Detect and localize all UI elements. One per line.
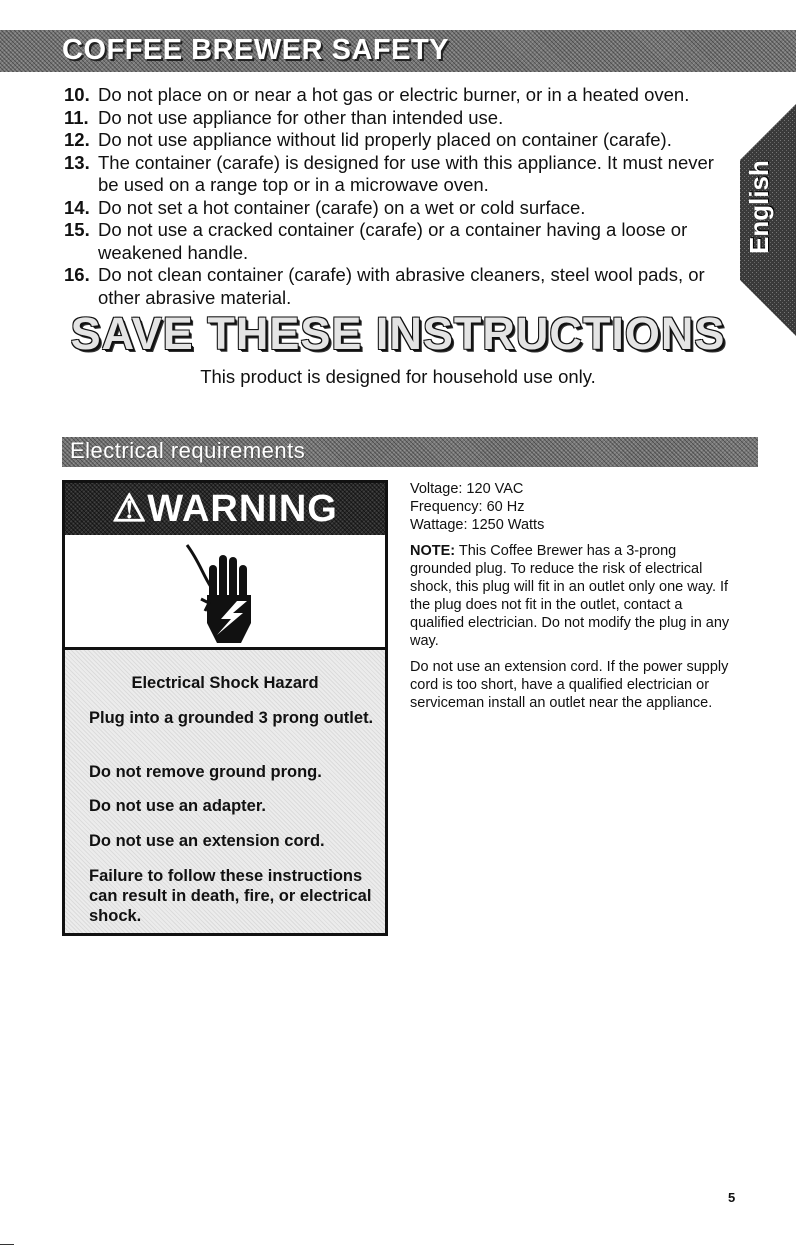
item-text: Do not set a hot container (carafe) on a wet or cold surface.	[98, 196, 586, 218]
crop-mark	[0, 1244, 14, 1245]
household-note: This product is designed for household use only.	[200, 366, 596, 387]
item-text: The container (carafe) is designed for use with this appliance. It must never be used on a range top or in a microwave oven.	[98, 151, 714, 195]
item-number: 12.	[64, 129, 90, 150]
warning-line: Do not remove ground prong.	[89, 763, 322, 781]
spec-frequency: Frequency: 60 Hz	[410, 499, 525, 515]
item-number: 10.	[64, 84, 90, 105]
note-paragraph	[410, 542, 740, 650]
section-banner-safety	[0, 30, 796, 72]
warning-box	[62, 480, 388, 936]
warning-line: Do not use an adapter.	[89, 797, 266, 815]
spec-wattage: Wattage: 1250 Watts	[410, 517, 545, 533]
item-text: Do not place on or near a hot gas or electric burner, or in a heated oven.	[98, 84, 690, 105]
item-text: Do not use a cracked container (carafe) or a container having a loose or weakened handle.	[98, 219, 688, 263]
item-text: Do not use appliance without lid properly placed on container (carafe).	[98, 129, 672, 150]
item-number: 14.	[64, 196, 90, 218]
list-item	[64, 84, 724, 107]
warning-line: Failure to follow these instructions can result in death, fire, or electrical shock.	[89, 867, 372, 925]
warning-header	[65, 483, 385, 535]
section-title: Electrical requirements	[70, 438, 306, 463]
item-number: 15.	[64, 219, 90, 240]
section-title: COFFEE BREWER SAFETY	[62, 34, 450, 66]
warning-body	[65, 650, 385, 933]
spec-voltage: Voltage: 120 VAC	[410, 481, 524, 497]
language-tab-label: English	[744, 160, 774, 254]
item-text: Do not clean container (carafe) with abrasive cleaners, steel wool pads, or other abrasive material.	[98, 264, 705, 308]
hazard-figure	[65, 535, 385, 647]
list-item	[64, 197, 724, 220]
item-number: 13.	[64, 151, 90, 173]
list-item	[64, 264, 724, 309]
list-item	[64, 219, 724, 264]
item-number: 16.	[64, 264, 90, 285]
list-item	[64, 107, 724, 130]
save-instructions-heading: SAVE THESE INSTRUCTIONS	[70, 308, 726, 359]
language-tab	[740, 104, 796, 336]
shock-hand-icon	[177, 539, 277, 643]
note-label: NOTE:	[410, 543, 456, 559]
note-text: This Coffee Brewer has a 3-prong grounded plug. To reduce the risk of electrical shock, this plug will fit in an outlet only one way. If the plug does not fit in the outlet, contact a qualified electrician. Do not modify the plug in any way.	[410, 543, 730, 649]
warning-line: Do not use an extension cord.	[89, 832, 325, 850]
item-text: Do not use appliance for other than intended use.	[98, 106, 504, 128]
page-number: 5	[728, 1190, 736, 1205]
safety-list	[64, 84, 724, 309]
section-banner-electrical	[62, 437, 758, 467]
hazard-title: Electrical Shock Hazard	[131, 674, 319, 692]
warning-line: Plug into a grounded 3 prong outlet.	[89, 709, 374, 727]
extension-paragraph: Do not use an extension cord. If the power supply cord is too short, have a qualified electrician or serviceman install an outlet near the appliance.	[410, 659, 729, 711]
warning-label: ⚠WARNING	[112, 488, 338, 530]
item-number: 11.	[64, 106, 89, 128]
electrical-specs	[410, 480, 740, 712]
list-item	[64, 129, 724, 152]
list-item	[64, 152, 724, 197]
